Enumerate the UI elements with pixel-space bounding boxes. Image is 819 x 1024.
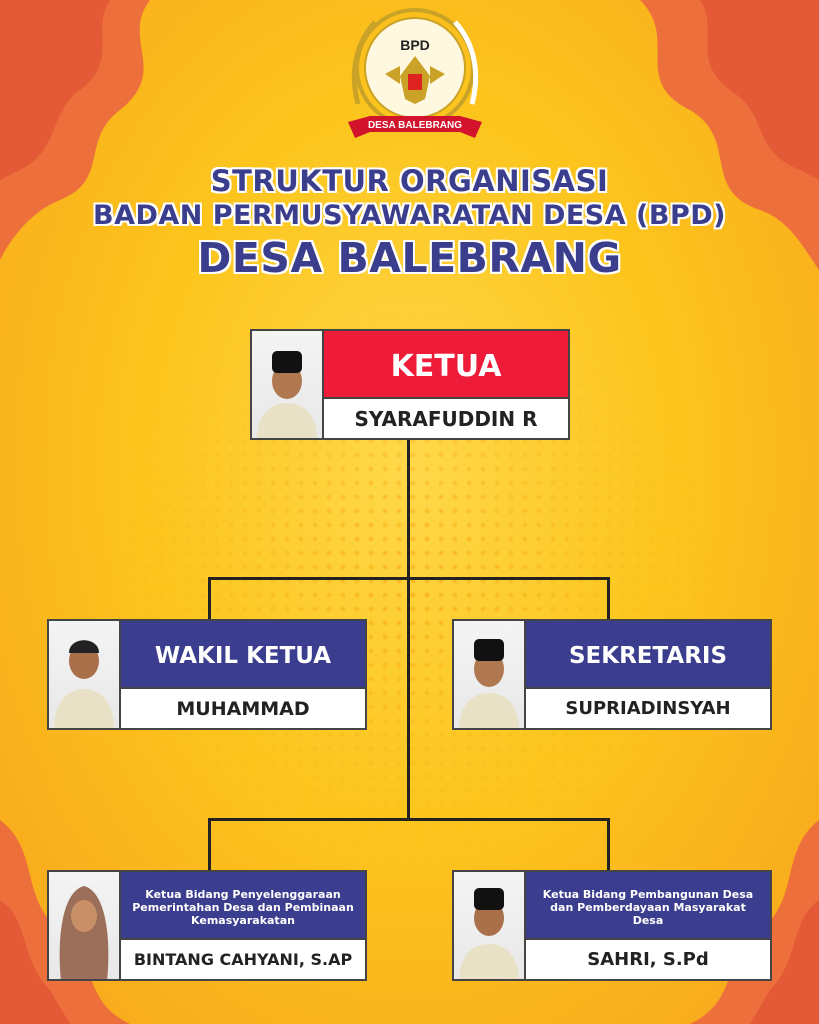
logo-abbrev: BPD [400,37,430,53]
photo-ketua-bidang-pemerintahan [49,872,121,979]
name-ketua: SYARAFUDDIN R [324,397,568,438]
logo-ribbon-text: DESA BALEBRANG [367,120,463,131]
name-sekretaris: SUPRIADINSYAH [526,687,770,728]
title-line-3: DESA BALEBRANG [197,234,622,282]
photo-ketua-bidang-pembangunan [454,872,526,979]
role-wakil-ketua: WAKIL KETUA [121,621,365,691]
card-sekretaris [452,619,772,730]
connector-lower-left [208,818,211,872]
photo-wakil-ketua [49,621,121,728]
card-ketua-bidang-pemerintahan [47,870,367,981]
connector-lower-right [607,818,610,872]
title-line-1: STRUKTUR ORGANISASI [210,164,609,198]
connector-lower-horizontal [208,818,610,821]
connector-upper-right [607,577,610,621]
photo-sekretaris [454,621,526,728]
bpd-logo [340,4,490,150]
name-ketua-bidang-pemerintahan: BINTANG CAHYANI, S.AP [121,938,365,979]
connector-upper-horizontal [208,577,610,580]
card-wakil-ketua [47,619,367,730]
role-sekretaris: SEKRETARIS [526,621,770,691]
card-ketua [250,329,570,440]
card-ketua-bidang-pembangunan [452,870,772,981]
role-ketua-bidang-pemerintahan: Ketua Bidang Penyelenggaraan Pemerintahan Desa dan Pembinaan Kemasyarakatan [121,872,365,942]
name-wakil-ketua: MUHAMMAD [121,687,365,728]
role-ketua-bidang-pembangunan: Ketua Bidang Pembangunan Desa dan Pemberdayaan Masyarakat Desa [526,872,770,942]
role-ketua: KETUA [324,331,568,401]
connector-main-vertical [407,438,410,821]
name-ketua-bidang-pembangunan: SAHRI, S.Pd [526,938,770,979]
title-line-2: BADAN PERMUSYAWARATAN DESA (BPD) [92,200,727,231]
connector-upper-left [208,577,211,621]
photo-ketua [252,331,324,438]
